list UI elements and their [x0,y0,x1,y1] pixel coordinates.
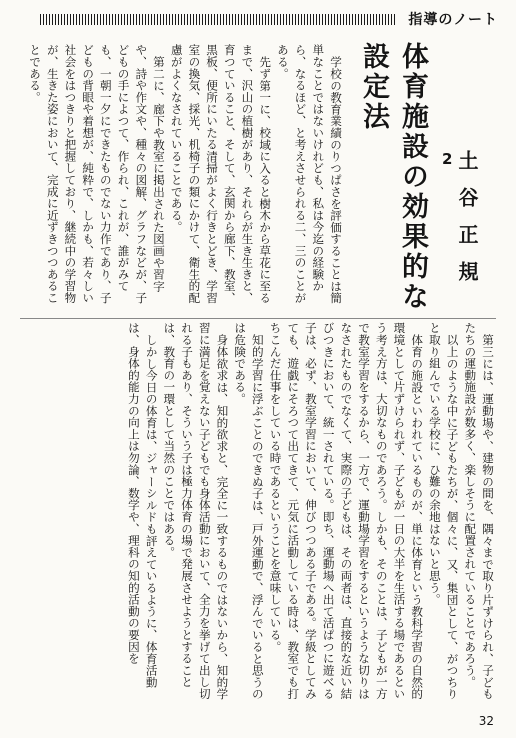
column-divider [20,318,496,319]
paragraph: 先ず第一に、校域に入ると樹木から草花に至るまで、沢山の植樹があり、それらが生き生きと、育つていること、そして、玄関から廊下、教室、黒板、便所にいたる清掃がよく行きとどき、学習室の換気、採光、机椅子の類にかけて、衛生的配慮がよくなされていることである。 [169,44,273,304]
series-number: 2 [442,150,453,168]
paragraph: 第二に、廊下や教室に掲出された図画や習字や、詩や作文や、種々の図解、グラフなどが、子どもの手によつて、作られ、これが、誰がみても、一朝一夕にできたものでない力作であり、子どもの背眼や着想が、純粋で、しかも、若々しい社会をはつきりと把握しており、継続中の学習物が、生きた姿において、完成に近ずきつつあることである。 [28,44,166,304]
paragraph: 体育の施設といわれているものが、単に体育という教科学習の自然的環境として片ずけられず、子どもが一日の大半を生活する場であるという考え方は、大切なものであろう。しかも、そのことは、子どもが一方で教室学習をするから、一方で、運動場学習をするというような切りはなされたものでなくて、実際の子どもは、その両者は、直接的な近い結びつきにおいて、統一されている。即ち、運動場へ出て活ぱつに遊べる子は、必ず、教室学習において、伸びつつある子である。学級としてみても、遊戯にそろつて出てきて、元気に活動している時は、教室でも打ちこんだ仕事をしている時であるということを意味している。 [268,322,425,700]
paragraph: 以上のような中に子どもたちが、個々に、又、集団として、がつちりと取り組んでいる学校に、ひ難の余地はないと思う。 [427,322,460,700]
paragraph: 身体欲求は、知的欲求と、完全に一致するものではないから、知的学習に満足を覚えない子どもでも身体活動において、全力を挙げて出し切れる子もあり、そういう子は極力体育の場で発展させようとすることは、教育の一環として当然のことではある。 [162,322,230,700]
article-title: 体育施設の効果的な設定法 [358,42,428,312]
page-number: 32 [478,714,494,728]
header-rule [40,14,395,25]
paragraph: 学校の教育業績のりつぱさを評価することは簡単なことではないけれども、私は今迄の経験から、なるほど、と考えさせられる二、三のことがある。 [275,44,343,304]
paragraph: 知的学習に浮ぶことのできぬ子は、戸外運動で、浮んでいると思うのは危険である。 [233,322,265,700]
author-name: 土谷正規 [455,150,479,298]
section-title: 指導のノート [408,12,498,28]
lower-body-text [34,322,496,704]
paragraph: 第三には、運動場や、建物の間を、隅々まで取り片ずけられ、子どもたちの運動施設が数多く、楽しそうに配置されていることであろう。 [463,322,495,700]
paragraph: しかし今日の体育は、ジャーシルドも評えているように、体育活動は、身体的能力の向上は勿論、数学や、理科の知的活動の要因を [126,322,159,688]
upper-body-text [28,44,344,314]
